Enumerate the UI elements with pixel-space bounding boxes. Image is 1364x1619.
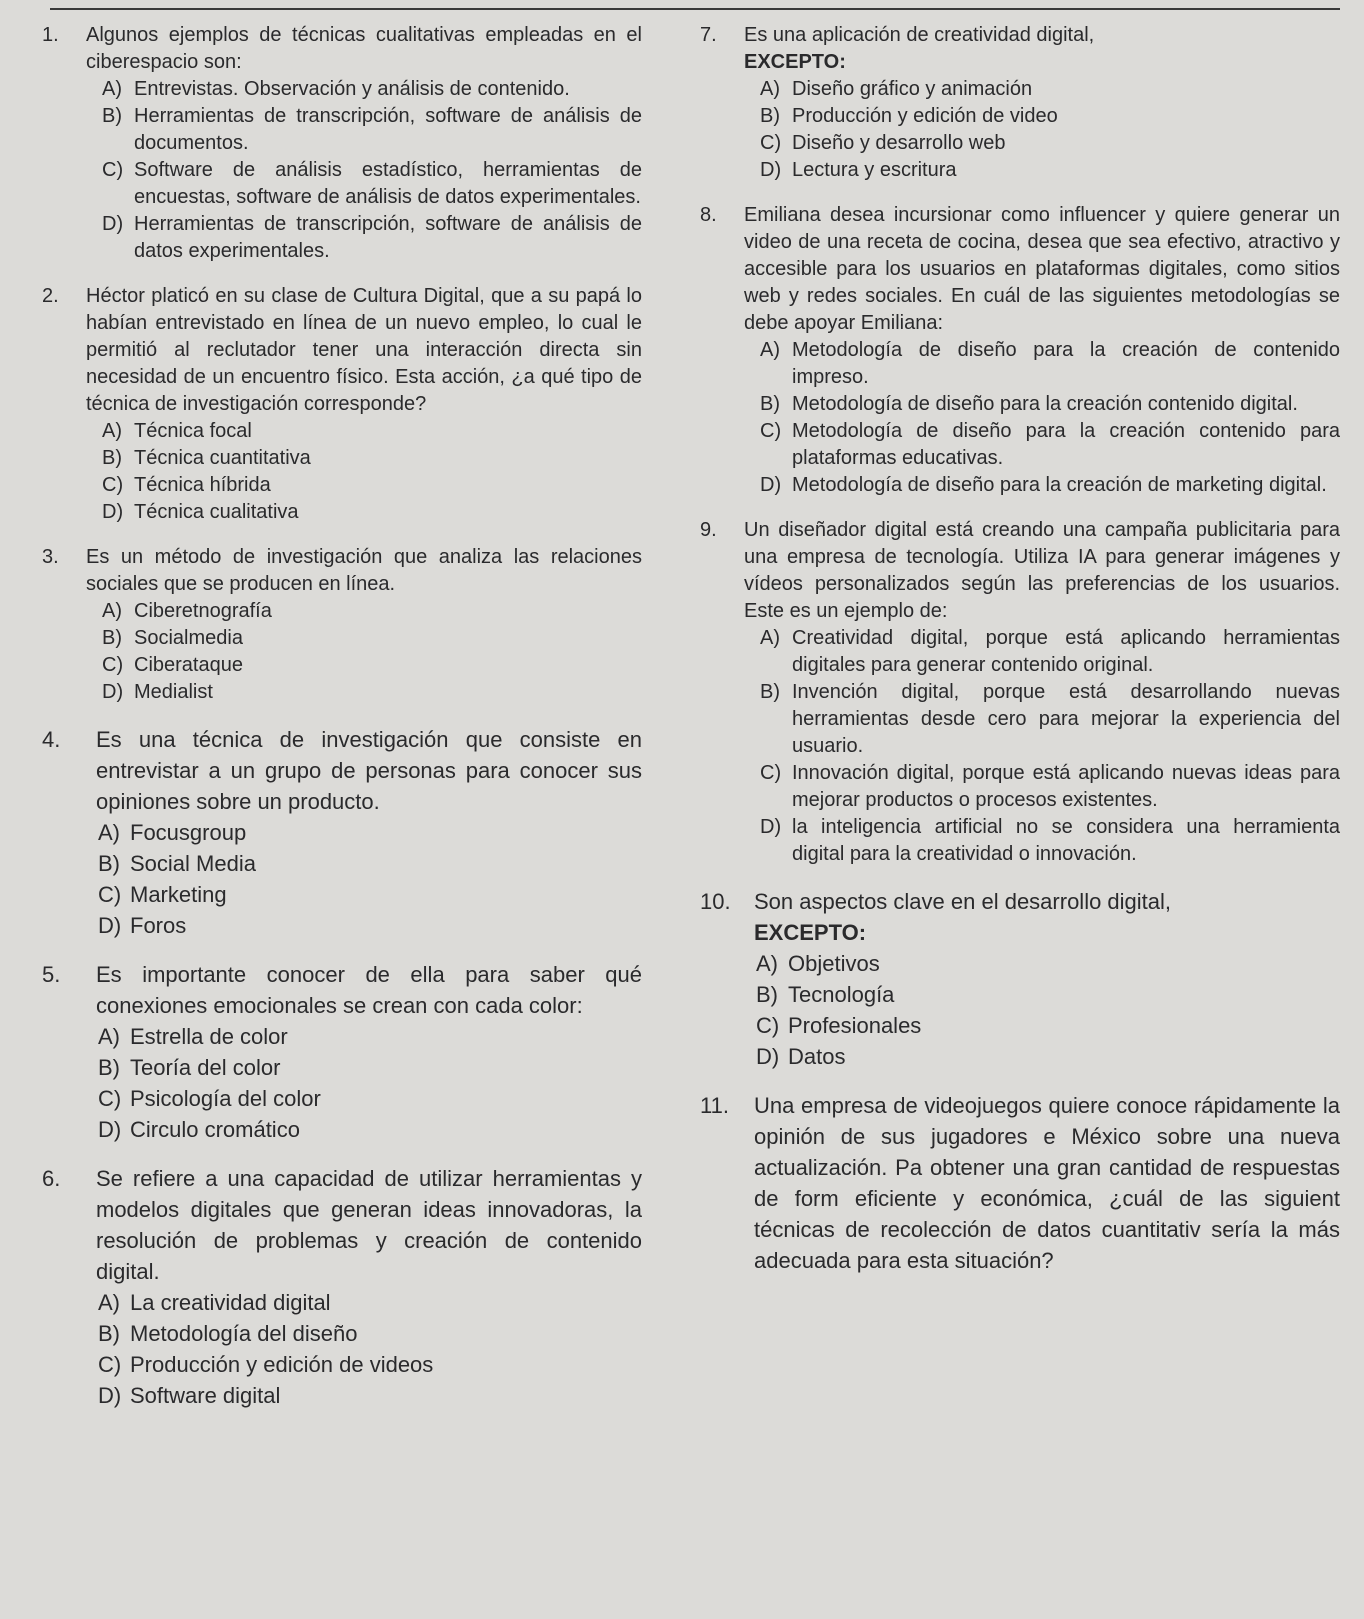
option-text: Diseño gráfico y animación (792, 78, 1033, 100)
question-text: Es una técnica de investigación que consiste en entrevistar a un grupo de personas para conocer sus opiniones sobre un producto. (96, 727, 642, 814)
option-text: Metodología del diseño (130, 1321, 358, 1346)
option-text: Software digital (130, 1383, 281, 1408)
option-text: La creatividad digital (130, 1290, 331, 1315)
option (760, 472, 1340, 499)
question-7 (700, 22, 1340, 184)
option-letter: C) (98, 1352, 122, 1377)
option (760, 679, 1340, 760)
option (760, 130, 1340, 157)
option-text: Creatividad digital, porque está aplicando herramientas digitales para generar contenido original. (792, 627, 1340, 676)
question-number: 6. (42, 1166, 61, 1191)
option (102, 157, 642, 211)
option (760, 391, 1340, 418)
option (98, 1380, 642, 1411)
option (760, 76, 1340, 103)
option-letter: C) (760, 762, 782, 784)
question-5 (42, 959, 642, 1145)
option-text: Focusgroup (130, 820, 247, 845)
option-text: Socialmedia (134, 627, 243, 649)
option-text: Social Media (130, 851, 256, 876)
option-text: Profesionales (788, 1013, 922, 1038)
question-number: 2. (42, 285, 59, 307)
option-letter: A) (98, 1290, 120, 1315)
option (98, 1021, 642, 1052)
option-letter: B) (760, 681, 780, 703)
option-text: Producción y edición de video (792, 105, 1058, 127)
option-text: Psicología del color (130, 1086, 321, 1111)
option-text: Invención digital, porque está desarrollando nuevas herramientas desde cero para mejorar la experiencia del usuario. (792, 681, 1340, 757)
question-number: 9. (700, 519, 717, 541)
option (102, 652, 642, 679)
option-text: Circulo cromático (130, 1117, 300, 1142)
option-text: la inteligencia artificial no se considera una herramienta digital para la creatividad o innovación. (792, 816, 1340, 865)
option (760, 103, 1340, 130)
question-2 (42, 283, 642, 526)
option-letter: B) (760, 393, 780, 415)
option-text: Técnica híbrida (134, 474, 271, 496)
option (98, 1083, 642, 1114)
question-4 (42, 724, 642, 941)
question-text: Son aspectos clave en el desarrollo digital, (754, 889, 1172, 914)
question-emphasis: EXCEPTO: (754, 920, 867, 945)
question-text: Algunos ejemplos de técnicas cualitativas empleadas en el ciberespacio son: (86, 24, 642, 73)
option (98, 1052, 642, 1083)
question-number: 1. (42, 24, 59, 46)
question-1 (42, 22, 642, 265)
option-text: Diseño y desarrollo web (792, 132, 1006, 154)
option (102, 76, 642, 103)
question-text: Héctor platicó en su clase de Cultura Digital, que a su papá lo habían entrevistado en línea de un nuevo empleo, lo cual le permitió al reclutador tener una interacción directa sin necesidad de un encuentro físico. Esta acción, ¿a qué tipo de técnica de investigación corresponde? (86, 285, 642, 415)
option (102, 625, 642, 652)
option-letter: C) (102, 474, 124, 496)
option (102, 103, 642, 157)
option (98, 910, 642, 941)
option-letter: A) (756, 951, 778, 976)
option (760, 814, 1340, 868)
option-letter: C) (98, 1086, 122, 1111)
option-letter: C) (98, 882, 122, 907)
option (98, 879, 642, 910)
option-letter: D) (102, 213, 124, 235)
option-text: Foros (130, 913, 187, 938)
option-letter: D) (756, 1044, 780, 1069)
option-letter: A) (760, 627, 780, 649)
option-letter: A) (102, 600, 122, 622)
option (102, 679, 642, 706)
option (756, 1010, 1340, 1041)
question-8 (700, 202, 1340, 499)
option-letter: A) (760, 339, 780, 361)
option-text: Medialist (134, 681, 213, 703)
question-3 (42, 544, 642, 706)
option-letter: C) (760, 132, 782, 154)
question-text: Emiliana desea incursionar como influencer y quiere generar un video de una receta de cocina, desea que sea efectivo, atractivo y accesible para los usuarios en plataformas digitales, como sitios web y redes sociales. En cuál de las siguientes metodologías se debe apoyar Emiliana: (744, 204, 1340, 334)
question-number: 10. (700, 889, 731, 914)
option-letter: A) (102, 420, 122, 442)
option-letter: A) (98, 1024, 120, 1049)
option (756, 948, 1340, 979)
option-letter: B) (98, 1321, 120, 1346)
option-text: Técnica cualitativa (134, 501, 299, 523)
option-text: Software de análisis estadístico, herramientas de encuestas, software de análisis de datos experimentales. (134, 159, 642, 208)
option-text: Metodología de diseño para la creación contenido digital. (792, 393, 1298, 415)
option (760, 625, 1340, 679)
option (102, 445, 642, 472)
option (98, 1318, 642, 1349)
option (102, 499, 642, 526)
option (98, 848, 642, 879)
question-number: 3. (42, 546, 59, 568)
option-letter: D) (760, 159, 782, 181)
question-10 (700, 886, 1340, 1072)
option (756, 1041, 1340, 1072)
option (98, 817, 642, 848)
option-text: Herramientas de transcripción, software de análisis de datos experimentales. (134, 213, 642, 262)
left-column (42, 22, 642, 1429)
question-number: 5. (42, 962, 61, 987)
question-text: Es un método de investigación que analiza las relaciones sociales que se producen en línea. (86, 546, 642, 595)
option-text: Herramientas de transcripción, software de análisis de documentos. (134, 105, 642, 154)
option (98, 1114, 642, 1145)
option-letter: A) (102, 78, 122, 100)
option-letter: C) (102, 654, 124, 676)
option-letter: C) (756, 1013, 780, 1038)
option-letter: D) (98, 1383, 122, 1408)
option (760, 337, 1340, 391)
option (760, 157, 1340, 184)
option-letter: D) (102, 501, 124, 523)
option-text: Metodología de diseño para la creación de contenido impreso. (792, 339, 1340, 388)
question-text: Un diseñador digital está creando una campaña publicitaria para una empresa de tecnología. Utiliza IA para generar imágenes y vídeos personalizados según las preferencias de los usuarios. Este es un ejemplo de: (744, 519, 1340, 622)
option-letter: D) (102, 681, 124, 703)
option-text: Entrevistas. Observación y análisis de contenido. (134, 78, 570, 100)
option-letter: D) (98, 913, 122, 938)
option (760, 760, 1340, 814)
option-text: Ciberetnografía (134, 600, 272, 622)
option (102, 598, 642, 625)
option-letter: C) (760, 420, 782, 442)
option-letter: B) (102, 105, 122, 127)
option-text: Estrella de color (130, 1024, 288, 1049)
option-text: Técnica focal (134, 420, 252, 442)
option-text: Marketing (130, 882, 227, 907)
option-letter: C) (102, 159, 124, 181)
option-letter: D) (760, 474, 782, 496)
option-letter: B) (98, 851, 120, 876)
top-rule (50, 8, 1340, 10)
question-number: 4. (42, 727, 61, 752)
right-column (700, 22, 1340, 1294)
option (102, 211, 642, 265)
question-number: 8. (700, 204, 717, 226)
question-number: 11. (700, 1093, 729, 1118)
question-text: Es importante conocer de ella para saber qué conexiones emocionales se crean con cada color: (96, 962, 642, 1018)
option-letter: A) (760, 78, 780, 100)
question-11 (700, 1090, 1340, 1276)
option-text: Producción y edición de videos (130, 1352, 434, 1377)
question-emphasis: EXCEPTO: (744, 51, 846, 73)
option-letter: D) (760, 816, 782, 838)
question-text: Se refiere a una capacidad de utilizar herramientas y modelos digitales que generan ideas innovadoras, la resolución de problemas y creación de contenido digital. (96, 1166, 642, 1284)
option-letter: B) (102, 627, 122, 649)
option-text: Tecnología (788, 982, 895, 1007)
option-text: Teoría del color (130, 1055, 281, 1080)
option-text: Metodología de diseño para la creación de marketing digital. (792, 474, 1327, 496)
option-text: Datos (788, 1044, 846, 1069)
option-letter: A) (98, 820, 120, 845)
option-letter: D) (98, 1117, 122, 1142)
option-letter: B) (102, 447, 122, 469)
question-9 (700, 517, 1340, 868)
question-number: 7. (700, 24, 717, 46)
option-text: Innovación digital, porque está aplicando nuevas ideas para mejorar productos o procesos existentes. (792, 762, 1340, 811)
question-text: Es una aplicación de creatividad digital, (744, 24, 1095, 46)
option (760, 418, 1340, 472)
option-text: Ciberataque (134, 654, 243, 676)
question-6 (42, 1163, 642, 1411)
option-text: Metodología de diseño para la creación contenido para plataformas educativas. (792, 420, 1340, 469)
option (102, 472, 642, 499)
option-letter: B) (760, 105, 780, 127)
option (756, 979, 1340, 1010)
option-text: Lectura y escritura (792, 159, 957, 181)
option-letter: B) (756, 982, 778, 1007)
option (98, 1287, 642, 1318)
option (102, 418, 642, 445)
option (98, 1349, 642, 1380)
option-letter: B) (98, 1055, 120, 1080)
option-text: Objetivos (788, 951, 880, 976)
question-text: Una empresa de videojuegos quiere conoce rápidamente la opinión de sus jugadores e México sobre una nueva actualización. Pa obtener una gran cantidad de respuestas de form eficiente y económica, ¿cuál de las siguient técnicas de recolección de datos cuantitativ sería la más adecuada para esta situación? (754, 1093, 1340, 1273)
option-text: Técnica cuantitativa (134, 447, 311, 469)
